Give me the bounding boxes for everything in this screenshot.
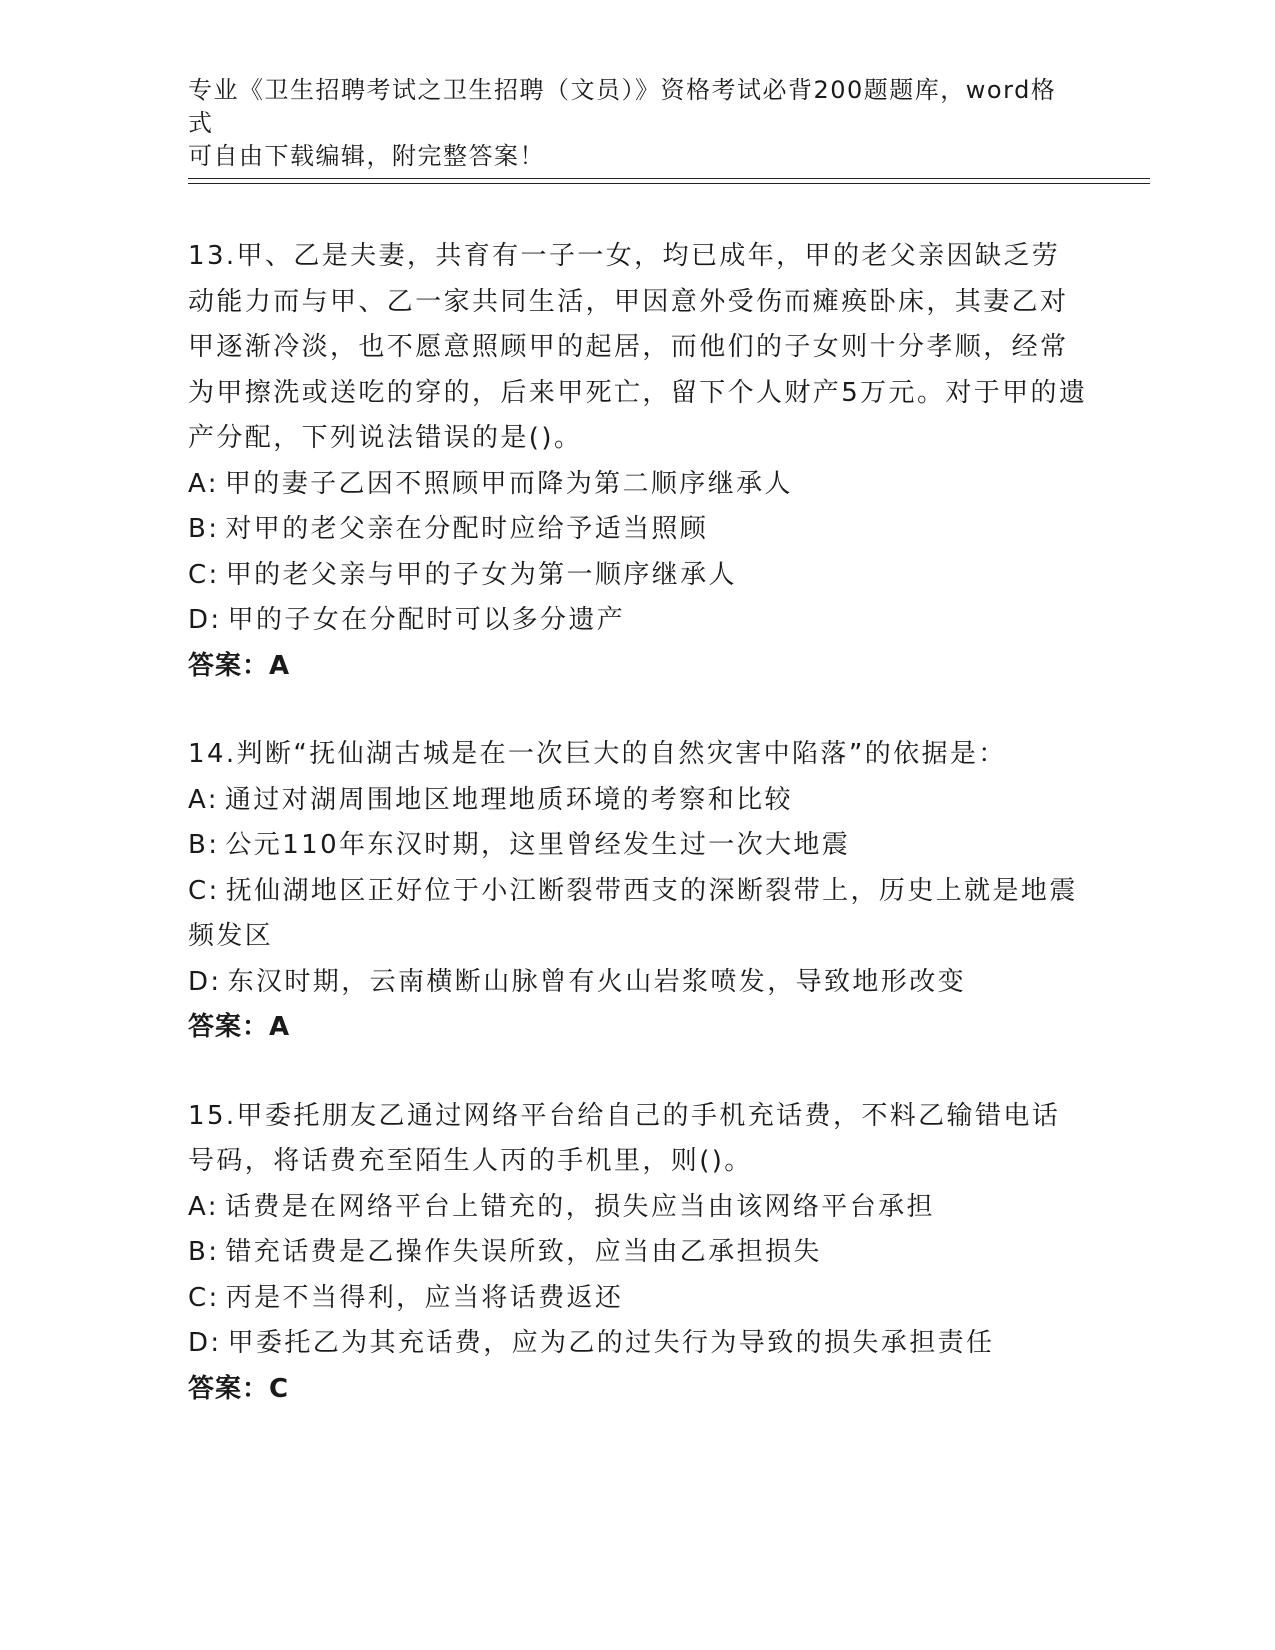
question-stem: 13.甲、乙是夫妻，共育有一子一女，均已成年，甲的老父亲因缺乏劳动能力而与甲、乙一家共同生活，甲因意外受伤而瘫痪卧床，其妻乙对甲逐渐冷淡，也不愿意照顾甲的起居，而他们的子女则十分孝顺，经常为甲擦洗或送吃的穿的，后来甲死亡，留下个人财产5万元。对于甲的遗产分配，下列说法错误的是()。 [188,241,1088,453]
option-text: 甲的老父亲与甲的子女为第一顺序继承人 [225,559,737,590]
question-13 [188,234,1088,689]
option-text: 错充话费是乙操作失误所致，应当由乙承担损失 [225,1237,822,1267]
option-b [188,823,1088,869]
option-letter: B: [188,1237,220,1267]
option-text: 甲的妻子乙因不照顾甲而降为第二顺序继承人 [224,468,793,499]
answer-line: 答案：A [188,650,291,681]
option-b [188,1230,1088,1276]
option-letter: A: [188,1191,219,1222]
question-stem: 14.判断“抚仙湖古城是在一次巨大的自然灾害中陷落”的依据是： [188,739,1007,769]
option-d [188,1321,1088,1367]
option-text: 通过对湖周围地区地理地质环境的考察和比较 [224,784,793,815]
option-text: 甲委托乙为其充话费，应为乙的过失行为导致的损失承担责任 [227,1328,995,1358]
option-letter: D: [188,966,222,997]
option-text: 抚仙湖地区正好位于小江断裂带西支的深断裂带上，历史上就是地震频发区 [188,875,1078,951]
option-c [188,553,1088,599]
option-letter: A: [188,468,219,499]
option-a [188,1185,1088,1231]
option-letter: C: [188,559,220,590]
option-d [188,598,1088,644]
option-c [188,869,1088,960]
answer-line: 答案：C [188,1373,290,1404]
option-letter: A: [188,784,219,815]
option-letter: D: [188,1328,222,1358]
option-b [188,507,1088,553]
question-15 [188,1094,1088,1413]
option-a [188,462,1088,508]
question-stem: 15.甲委托朋友乙通过网络平台给自己的手机充话费，不料乙输错电话号码，将话费充至陌生人丙的手机里，则()。 [188,1100,1061,1176]
option-letter: D: [188,605,222,635]
question-list [188,234,1088,1455]
option-text: 东汉时期，云南横断山脉曾有火山岩浆喷发，导致地形改变 [227,966,966,997]
option-letter: C: [188,1282,220,1313]
option-text: 丙是不当得利，应当将话费返还 [225,1282,624,1313]
option-text: 话费是在网络平台上错充的，损失应当由该网络平台承担 [224,1191,935,1222]
option-d [188,960,1088,1006]
option-a [188,778,1088,824]
option-letter: B: [188,514,220,544]
option-text: 甲的子女在分配时可以多分遗产 [227,605,626,635]
option-letter: C: [188,875,220,906]
question-14 [188,732,1088,1051]
option-text: 对甲的老父亲在分配时应给予适当照顾 [225,514,709,544]
header-line-1: 专业《卫生招聘考试之卫生招聘（文员）》资格考试必背200题题库，word格式 [188,76,1057,137]
answer-line: 答案：A [188,1012,291,1042]
page-header [188,74,1068,173]
option-c [188,1276,1088,1322]
option-text: 公元110年东汉时期，这里曾经发生过一次大地震 [225,830,851,860]
header-line-2: 可自由下载编辑，附完整答案！ [188,142,545,170]
header-divider [188,178,1150,184]
option-letter: B: [188,830,220,860]
